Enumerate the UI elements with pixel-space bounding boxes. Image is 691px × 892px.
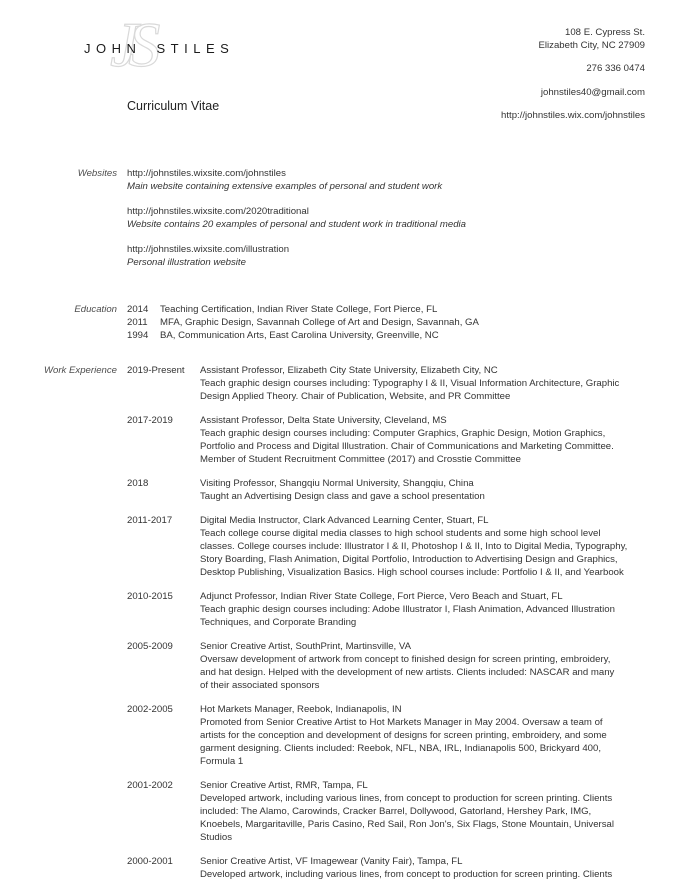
education-year: 1994 [127,330,149,341]
section-label-work-experience: Work Experience [43,365,117,376]
website-url: http://johnstiles.wixsite.com/johnstiles [127,168,286,179]
job-body [200,703,691,768]
job-detail-line: Oversaw development of artwork from concept to finished design for screen printing, embroidery, [200,654,611,665]
job-title: Adjunct Professor, Indian River State College, Fort Pierce, Vero Beach and Stuart, FL [200,591,563,602]
job-entry [127,640,691,692]
job-body [200,640,691,692]
job-detail-line: Developed artwork, including various lines, from concept to production for screen printing. Clients [200,793,613,804]
job-title: Senior Creative Artist, SouthPrint, Martinsville, VA [200,641,411,652]
contact-address-line2: Elizabeth City, NC 27909 [538,39,645,51]
job-title: Senior Creative Artist, RMR, Tampa, FL [200,780,368,791]
section-work-experience [0,364,691,892]
education-row [127,303,691,316]
job-detail-line: Desktop Publishing, Visualization Basics. High school courses include: Portfolio I & II, and Yearbook [200,567,624,578]
job-body [200,364,691,403]
contact-website: http://johnstiles.wix.com/johnstiles [501,110,645,121]
job-period: 2000-2001 [127,856,173,867]
website-item [127,243,691,269]
job-details [200,653,691,692]
job-period: 2010-2015 [127,591,173,602]
monogram-letters: JS [110,10,151,76]
job-period: 2011-2017 [127,515,173,526]
job-details [200,490,691,503]
contact-address [501,27,645,52]
job-period: 2005-2009 [127,641,173,652]
job-detail-line: Teach graphic design courses including: Adobe Illustrator I, Flash Animation, Advanced Illustration [200,604,615,615]
job-title: Assistant Professor, Elizabeth City State University, Elizabeth City, NC [200,365,498,376]
job-period: 2017-2019 [127,415,173,426]
job-entry [127,414,691,466]
job-body [200,514,691,579]
job-entry [127,514,691,579]
education-row [127,329,691,342]
job-detail-line: artists for the conception and development of designs for screen printing, embroidery, and some [200,730,607,741]
website-item [127,205,691,231]
job-details [200,603,691,629]
education-degree: BA, Communication Arts, East Carolina University, Greenville, NC [160,330,439,341]
job-detail-line: Teach college course digital media classes to high school students and some high school level [200,528,601,539]
websites-list [127,167,691,281]
job-detail-line: Developed artwork, including various lines, from concept to production for screen printing. Clients [200,869,613,880]
website-url: http://johnstiles.wixsite.com/illustration [127,244,290,255]
job-body [200,779,691,844]
website-description: Personal illustration website [127,257,246,268]
job-details [200,427,691,466]
website-url: http://johnstiles.wixsite.com/2020traditional [127,206,309,217]
job-title: Assistant Professor, Delta State University, Cleveland, MS [200,415,447,426]
job-title: Hot Markets Manager, Reebok, Indianapolis, IN [200,704,402,715]
education-degree: MFA, Graphic Design, Savannah College of Art and Design, Savannah, GA [160,317,479,328]
contact-address-line1: 108 E. Cypress St. [565,27,645,38]
job-entry [127,703,691,768]
education-list [127,303,691,342]
job-details [200,716,691,768]
job-entry [127,477,691,503]
contact-email: johnstiles40@gmail.com [540,86,645,98]
cv-body [0,167,691,892]
education-year: 2014 [127,304,149,315]
section-education [0,303,691,342]
website-description: Website contains 20 examples of personal and student work in traditional media [127,219,466,230]
job-detail-line: Portfolio and Process and Digital Illustration. Chair of Communications and Marketing Committee. [200,441,614,452]
job-period: 2018 [127,478,149,489]
section-websites [0,167,691,281]
website-item [127,167,691,193]
job-detail-line: Formula 1 [200,756,244,767]
job-detail-line: Story Boarding, Flash Animation, Digital Portfolio, Introduction to Advertising Design and Graphics, [200,554,618,565]
job-entry [127,590,691,629]
job-detail-line: Member of Student Recruitment Committee (2017) and Crosstie Committee [200,454,521,465]
job-detail-line: Taught an Advertising Design class and gave a school presentation [200,491,485,502]
job-title: Visiting Professor, Shangqiu Normal University, Shangqiu, China [200,478,474,489]
job-period: 2002-2005 [127,704,173,715]
job-detail-line: and hat design. Helped with the development of new artists. Clients included: NASCAR and many [200,667,615,678]
job-details [200,377,691,403]
job-detail-line: Techniques, and Corporate Branding [200,617,357,628]
job-entry [127,364,691,403]
job-detail-line: included: The Alamo, Carowinds, Cracker Barrel, Dollywood, Gatorland, Hershey Park, IMG, [200,806,592,817]
education-year: 2011 [127,317,148,328]
job-detail-line: Knoebels, Margaritaville, Paris Casino, Red Sail, Ron Jon's, Six Flags, Stone Mountain, Universal [200,819,615,830]
education-row [127,316,691,329]
job-details [200,868,691,881]
website-description: Main website containing extensive examples of personal and student work [127,181,443,192]
section-label-education: Education [74,304,117,315]
job-body [200,590,691,629]
job-title: Senior Creative Artist, VF Imagewear (Vanity Fair), Tampa, FL [200,856,463,867]
job-detail-line: garment designing. Clients included: Reebok, NFL, NBA, IRL, Indianapolis 500, Brickyard 400, [200,743,602,754]
contact-phone: 276 336 0474 [586,63,645,74]
job-body [200,477,691,503]
job-period: 2019-Present [127,365,185,376]
job-body [200,414,691,466]
job-detail-line: Design Applied Theory. Chair of Publication, Website, and PR Committee [200,391,511,402]
job-details [200,792,691,844]
person-name: JOHN STILES [84,41,235,56]
education-degree: Teaching Certification, Indian River State College, Fort Pierce, FL [160,304,438,315]
job-detail-line: Studios [200,832,232,843]
job-entry [127,779,691,844]
document-title: Curriculum Vitae [127,99,220,113]
job-title: Digital Media Instructor, Clark Advanced Learning Center, Stuart, FL [200,515,489,526]
work-experience-list [127,364,691,892]
job-entry [127,855,691,881]
job-body [200,855,691,881]
job-detail-line: Promoted from Senior Creative Artist to Hot Markets Manager in May 2004. Oversaw a team of [200,717,603,728]
job-detail-line: Teach graphic design courses including: Typography I & II, Visual Information Architecture, Graphic [200,378,620,389]
job-detail-line: Teach graphic design courses including: Computer Graphics, Graphic Design, Motion Graphics, [200,428,606,439]
section-label-websites: Websites [77,168,117,179]
job-detail-line: classes. College courses include: Illustrator I & II, Photoshop I & II, Into to Digital Media, Typography, [200,541,628,552]
job-detail-line: of their associated sponsors [200,680,320,691]
job-period: 2001-2002 [127,780,173,791]
job-details [200,527,691,579]
contact-block [501,27,645,134]
